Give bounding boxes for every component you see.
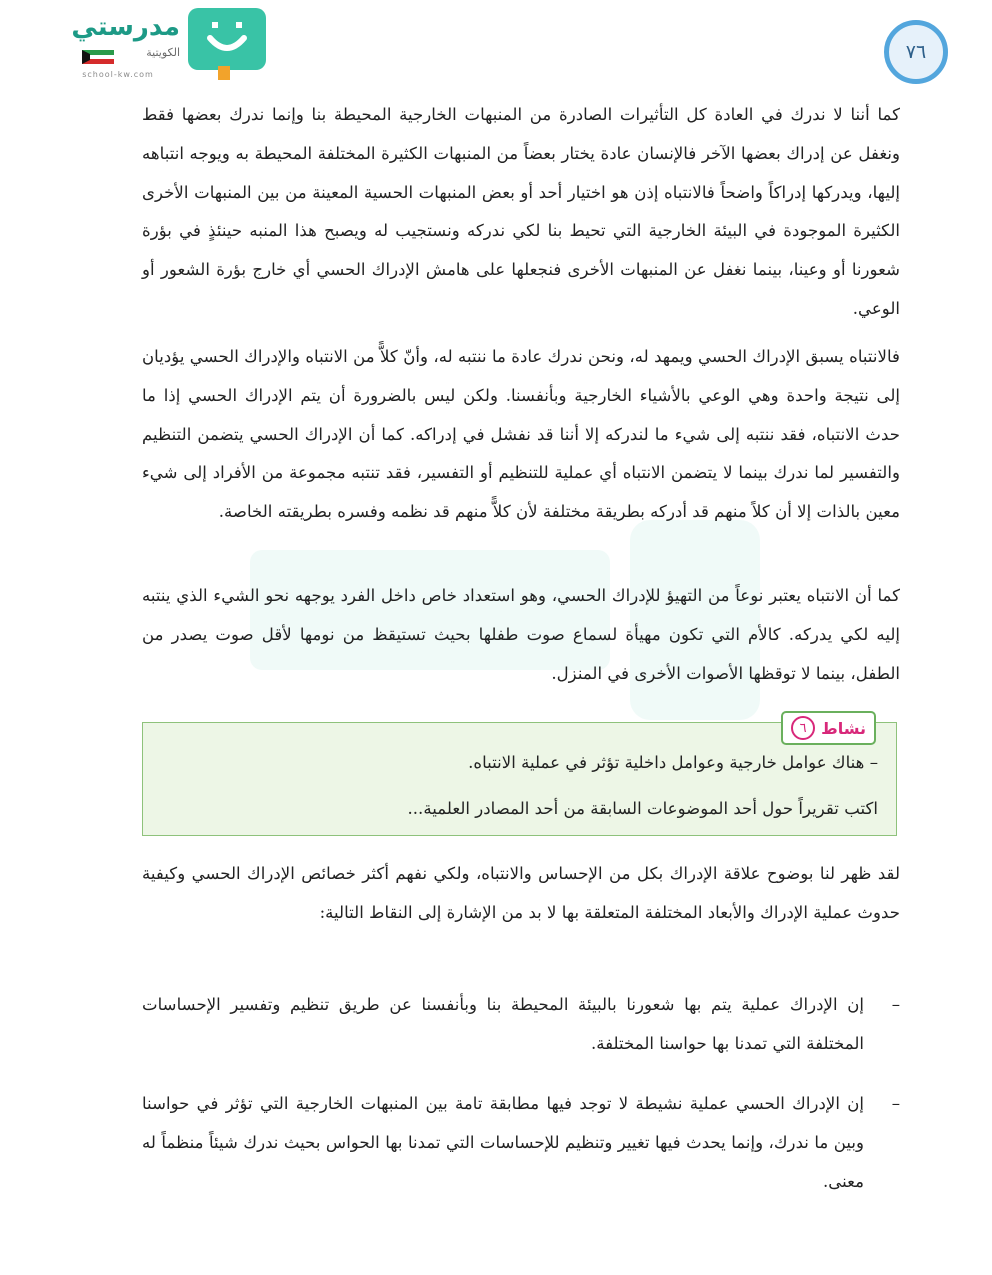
activity-number: ٦ bbox=[791, 716, 815, 740]
logo-icon bbox=[188, 8, 266, 70]
activity-line-2: اكتب تقريراً حول أحد الموضوعات السابقة من أحد المصادر العلمية... bbox=[407, 799, 878, 818]
list-item-text: إن الإدراك عملية يتم بها شعورنا بالبيئة المحيطة بنا وبأنفسنا عن طريق تنظيم وتفسير الإحساسات المختلفة التي تمدنا بها حواسنا المختلفة. bbox=[142, 995, 864, 1053]
paragraph-3: كما أن الانتباه يعتبر نوعاً من التهيؤ للإدراك الحسي، وهو استعداد خاص داخل الفرد يوجهه نحو الشيء الذي ينتبه إليه لكي يدركه. كالأم التي تكون مهيأة لسماع صوت طفلها بحيث تستيقظ من نومها لأقل صوت يصدر من الطفل، بينما لا توقظها الأصوات الأخرى في المنزل. bbox=[142, 586, 900, 683]
activity-box bbox=[142, 718, 897, 836]
page-number: ٧٦ bbox=[905, 41, 927, 63]
logo-url: school-kw.com bbox=[82, 70, 154, 79]
bullet-dash: – bbox=[891, 995, 900, 1014]
paragraph-1: كما أننا لا ندرك في العادة كل التأثيرات الصادرة من المنبهات الخارجية المحيطة بنا وإنما ندرك بعضها فقط ونغفل عن إدراك بعضها الآخر فالإنسان عادة يختار بعضاً من المنبهات الكثيرة المختلفة المحيطة به ويوجه انتباهه إليها، ويدركها إدراكاً واضحاً فالانتباه إذن هو اختيار أحد أو بعض المنبهات الحسية المعينة من بين المنبهات الأخرى الكثيرة الموجودة في البيئة الخارجية التي تحيط بنا لكي ندركه ونستجيب له ويصبح هذا المنبه حينئذٍ في بؤرة شعورنا أو وعينا، بينما نغفل عن المنبهات الأخرى فنجعلها على هامش الإدراك الحسي أي خارج بؤرة الشعور أو الوعي. bbox=[142, 105, 900, 318]
list-item bbox=[142, 1085, 900, 1201]
activity-tab bbox=[781, 711, 876, 745]
bullet-dash: – bbox=[891, 1094, 900, 1113]
paragraph-2: فالانتباه يسبق الإدراك الحسي ويمهد له، ونحن ندرك عادة ما ننتبه له، وأنّ كلاًّ من الانتباه والإدراك الحسي يؤديان إلى نتيجة واحدة وهي الوعي بالأشياء الخارجية وبأنفسنا. ولكن ليس بالضرورة أن يتم الإدراك الحسي إذا ما حدث الانتباه، فقد ننتبه إلى شيء ما لندركه إلا أننا قد نفشل في إدراكه. كما أن الإدراك الحسي يتضمن التنظيم والتفسير لما ندرك بينما لا يتضمن الانتباه أي عملية للتنظيم أو التفسير، فقد تنتبه مجموعة من الأفراد إلى شيء معين بالذات إلا أن كلاً منهم قد أدركه بطريقة مختلفة لأن كلاًّ منهم قد نظمه وفسره بطريقته الخاصة. bbox=[142, 347, 900, 522]
logo-name: مدرستي bbox=[71, 12, 180, 42]
list-item-text: إن الإدراك الحسي عملية نشيطة لا توجد فيها مطابقة تامة بين المنبهات الخارجية التي تؤثر في حواسنا وبين ما ندرك، وإنما يحدث فيها تغيير وتنظيم للإحساسات التي تمدنا بها الحواس بحيث ندرك شيئاً منظماً له معنى. bbox=[142, 1094, 864, 1191]
page-number-badge bbox=[884, 20, 948, 84]
list-item bbox=[142, 986, 900, 1064]
paragraph-4: لقد ظهر لنا بوضوح علاقة الإدراك بكل من الإحساس والانتباه، ولكي نفهم أكثر خصائص الإدراك الحسي وكيفية حدوث عملية الإدراك والأبعاد المختلفة المتعلقة بها لا بد من الإشارة إلى النقاط التالية: bbox=[142, 864, 900, 922]
activity-title: نشاط bbox=[821, 718, 866, 738]
site-logo[interactable] bbox=[40, 8, 240, 78]
activity-line-1: – هناك عوامل خارجية وعوامل داخلية تؤثر في عملية الانتباه. bbox=[468, 753, 878, 772]
logo-subtitle: الكويتية bbox=[146, 46, 180, 59]
